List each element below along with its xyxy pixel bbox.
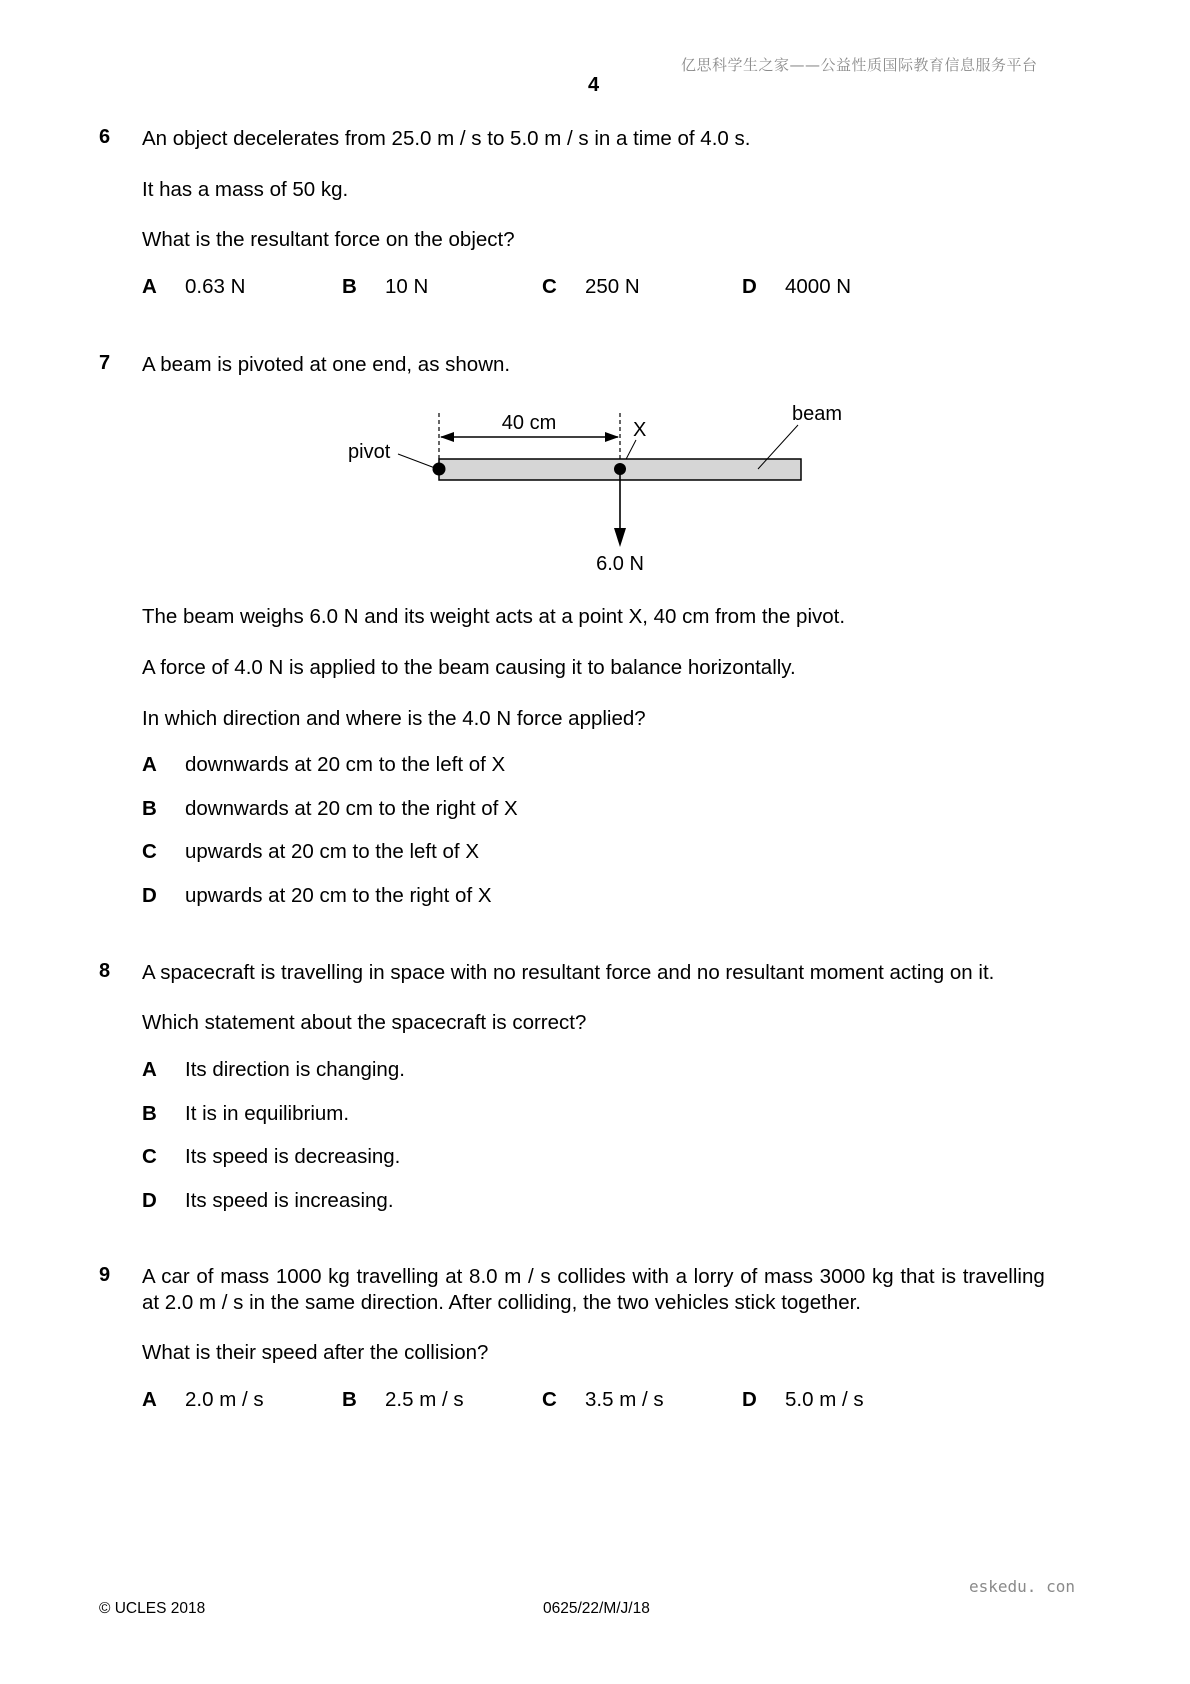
arrowhead-right-icon [605, 432, 619, 442]
option-letter: D [142, 1189, 157, 1212]
option-letter: B [342, 275, 357, 298]
option-text: downwards at 20 cm to the right of X [185, 797, 518, 820]
option-letter: B [342, 1388, 357, 1411]
option-text: Its speed is decreasing. [185, 1145, 401, 1168]
option-text: 0.63 N [185, 275, 246, 298]
question-number: 7 [99, 352, 111, 374]
copyright: © UCLES 2018 [99, 1600, 206, 1617]
option-text: Its speed is increasing. [185, 1189, 394, 1212]
option-letter: A [142, 1058, 157, 1081]
option-text: downwards at 20 cm to the left of X [185, 753, 506, 776]
distance-label: 40 cm [501, 412, 557, 434]
option-letter: C [542, 275, 557, 298]
footer-watermark: eskedu. con [969, 1577, 1075, 1596]
option-letter: C [142, 840, 157, 863]
arrowhead-down-icon [614, 528, 626, 547]
question-text: A force of 4.0 N is applied to the beam causing it to balance horizontally. [142, 656, 796, 679]
option-text: 250 N [585, 275, 640, 298]
question-text: What is the resultant force on the object? [142, 228, 515, 251]
page-number: 4 [588, 74, 600, 96]
beam-diagram [330, 395, 860, 580]
option-letter: A [142, 275, 157, 298]
pivot-dot [433, 463, 446, 476]
question-text: Which statement about the spacecraft is correct? [142, 1011, 587, 1034]
option-text: 5.0 m / s [785, 1388, 864, 1411]
question-text: at 2.0 m / s in the same direction. After colliding, the two vehicles stick together. [142, 1291, 861, 1314]
question-text: A beam is pivoted at one end, as shown. [142, 353, 511, 376]
option-letter: A [142, 1388, 157, 1411]
question-number: 8 [99, 960, 111, 982]
option-text: upwards at 20 cm to the left of X [185, 840, 479, 863]
option-letter: D [142, 884, 157, 907]
beam-label: beam [792, 403, 843, 425]
option-text: 4000 N [785, 275, 852, 298]
option-letter: B [142, 797, 157, 820]
question-number: 6 [99, 126, 111, 148]
option-letter: A [142, 753, 157, 776]
option-letter: B [142, 1102, 157, 1125]
question-text: An object decelerates from 25.0 m / s to 5.0 m / s in a time of 4.0 s. [142, 127, 751, 150]
question-text: A spacecraft is travelling in space with no resultant force and no resultant moment acting on it. [142, 961, 995, 984]
option-text: It is in equilibrium. [185, 1102, 350, 1125]
option-letter: D [742, 275, 757, 298]
question-text: In which direction and where is the 4.0 N force applied? [142, 707, 646, 730]
option-text: Its direction is changing. [185, 1058, 405, 1081]
option-letter: C [542, 1388, 557, 1411]
point-x-label: X [633, 419, 647, 441]
option-text: 2.5 m / s [385, 1388, 464, 1411]
question-text: A car of mass 1000 kg travelling at 8.0 m / s collides with a lorry of mass 3000 kg that is travelling [142, 1265, 1045, 1288]
question-number: 9 [99, 1264, 111, 1286]
force-label: 6.0 N [596, 553, 644, 575]
paper-code: 0625/22/M/J/18 [543, 1600, 650, 1617]
option-letter: D [742, 1388, 757, 1411]
option-text: 2.0 m / s [185, 1388, 264, 1411]
option-text: upwards at 20 cm to the right of X [185, 884, 492, 907]
pivot-label: pivot [348, 441, 391, 463]
option-letter: C [142, 1145, 157, 1168]
question-text: The beam weighs 6.0 N and its weight acts at a point X, 40 cm from the pivot. [142, 605, 846, 628]
option-text: 3.5 m / s [585, 1388, 664, 1411]
question-text: What is their speed after the collision? [142, 1341, 489, 1364]
option-text: 10 N [385, 275, 429, 298]
pivot-leader-line [398, 454, 435, 468]
arrowhead-left-icon [440, 432, 454, 442]
header-watermark: 亿思科学生之家——公益性质国际教育信息服务平台 [681, 56, 1038, 74]
question-text: It has a mass of 50 kg. [142, 178, 349, 201]
